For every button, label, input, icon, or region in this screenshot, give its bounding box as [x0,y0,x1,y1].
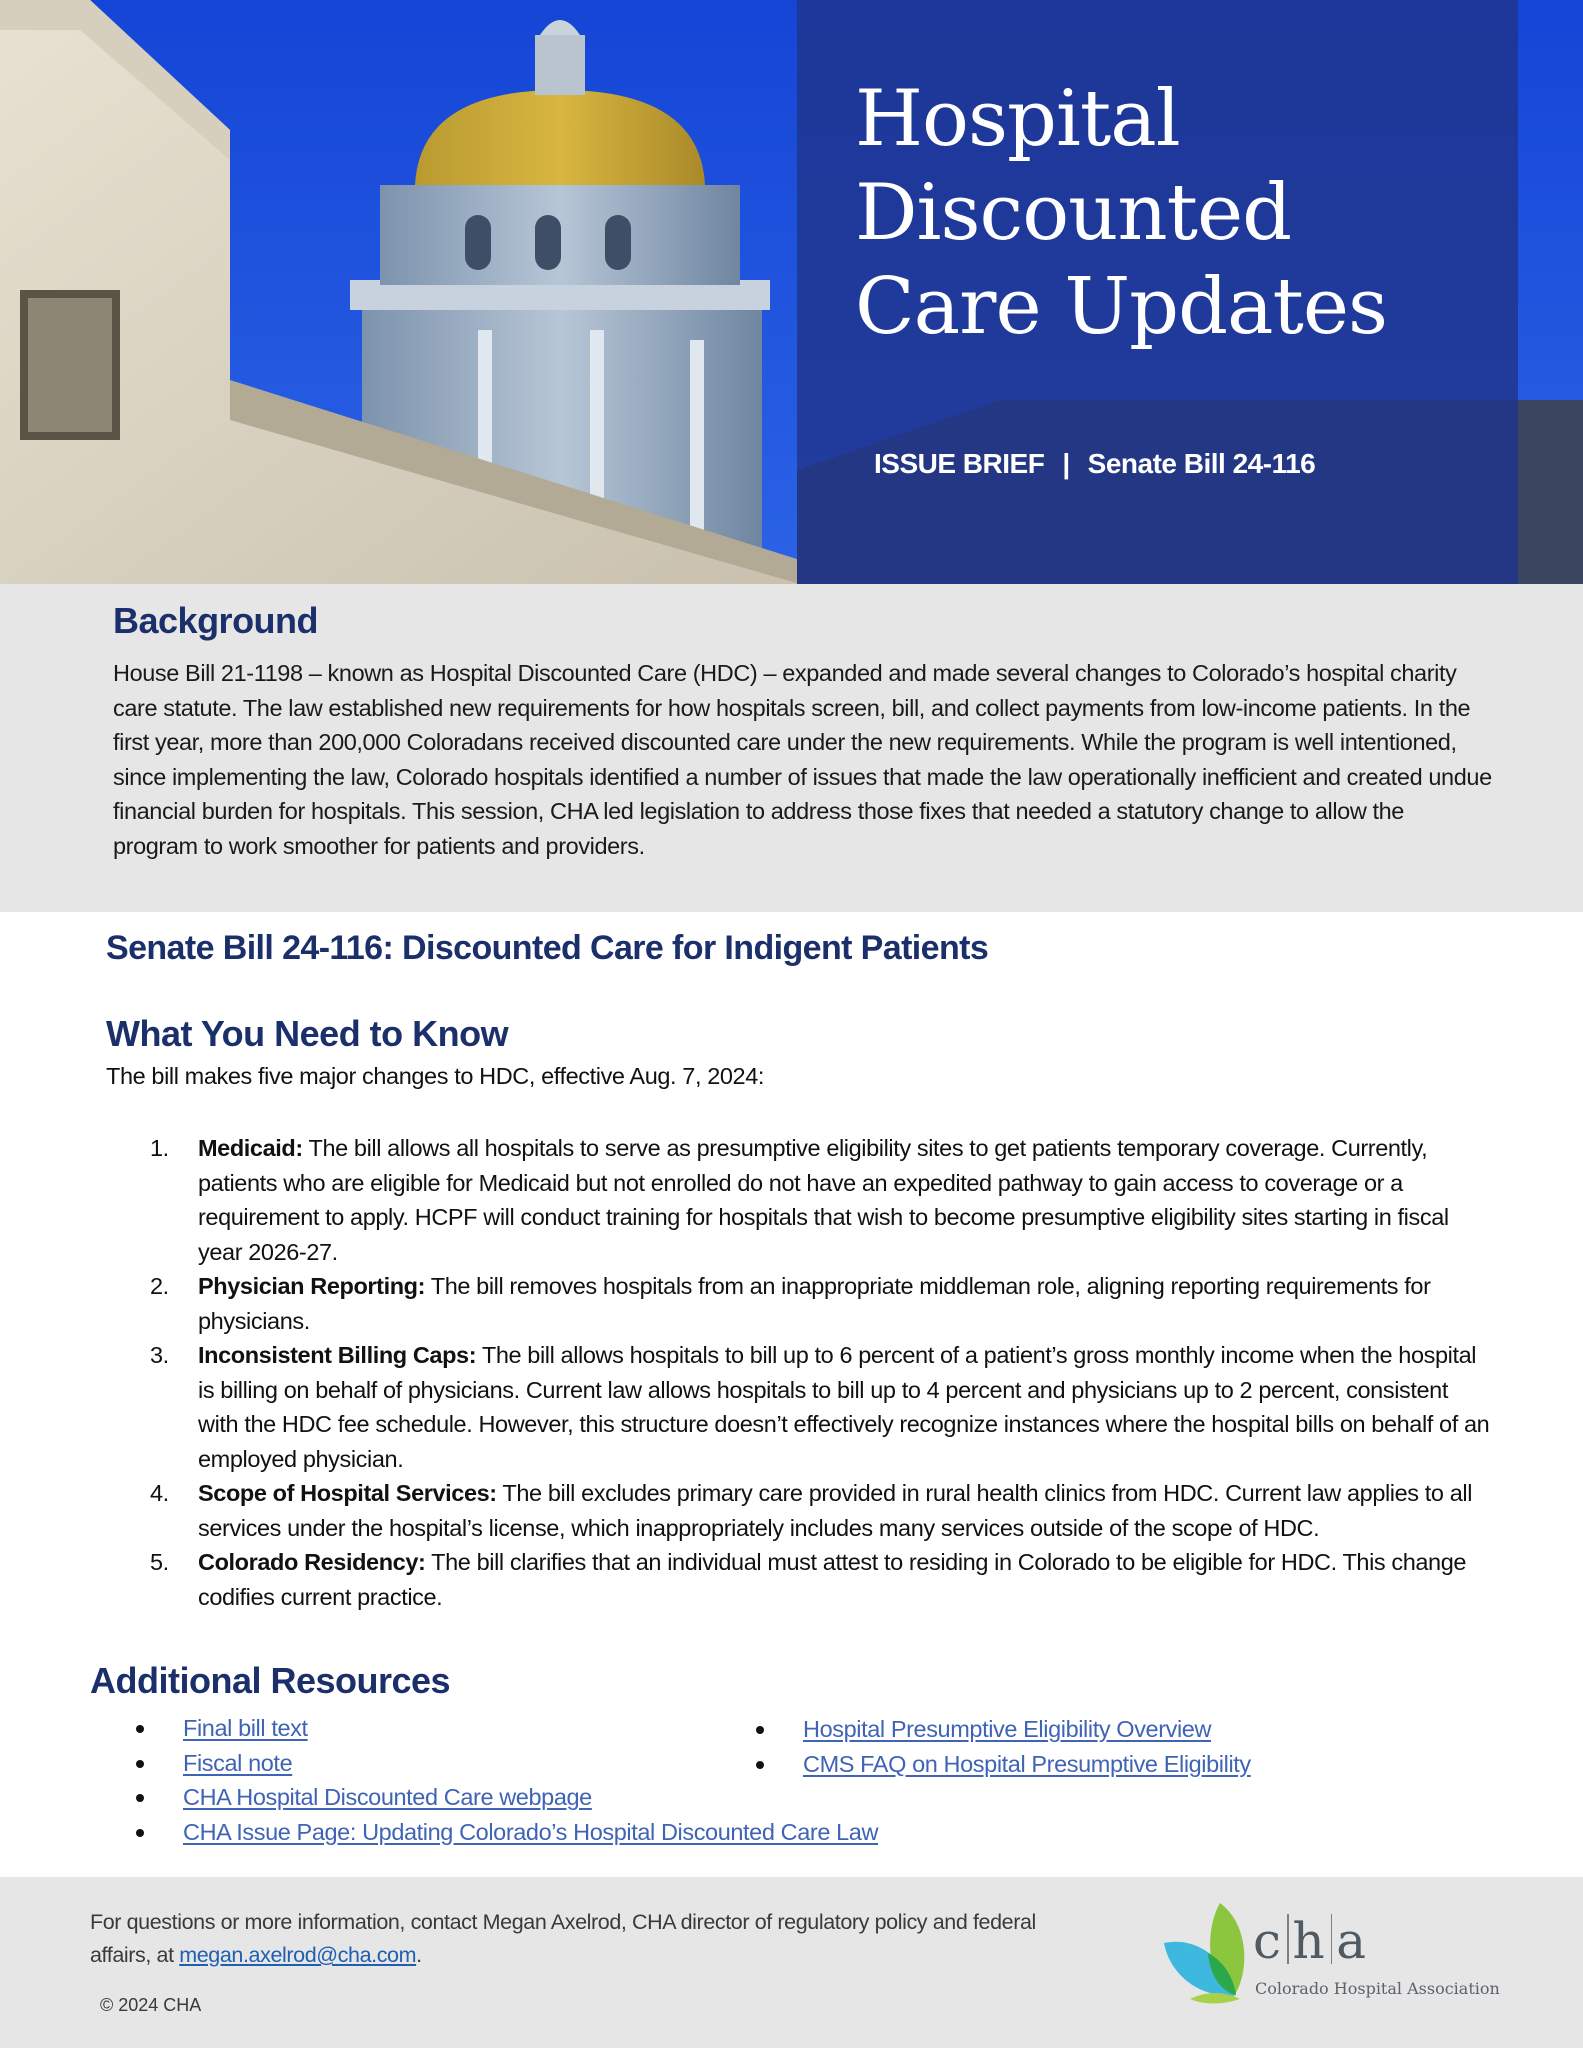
logo-letter: h [1292,1912,1327,1970]
change-text: The bill allows all hospitals to serve as presumptive eligibility sites to get patients temporary coverage. Currently, patients who are eligible for Medicaid but not enrolled do not have an expedited pathway to gain access to coverage or a requirement to apply. HCPF will conduct training for hospitals that wish to become presumptive eligibility sites starting in fiscal year 2026-27. [198,1135,1449,1265]
bullet-icon [136,1829,144,1837]
link-final-bill-text[interactable]: Final bill text [183,1715,308,1741]
bullet-icon [756,1761,764,1769]
change-item-scope [150,1476,1490,1545]
list-number: 5. [150,1549,169,1575]
title-line: Care Updates [855,262,1388,352]
changes-list [150,1131,1490,1614]
contact-suffix: . [416,1943,422,1967]
link-cms-faq[interactable]: CMS FAQ on Hospital Presumptive Eligibility [803,1750,1251,1777]
background-paragraph: House Bill 21-1198 – known as Hospital Discounted Care (HDC) – expanded and made several changes to Colorado’s hospital charity care statute. The law established new requirements for how hospitals screen, bill, and collect payments from low-income patients. In the first year, more than 200,000 Coloradans received discounted care under the new requirements. While the program is well intentioned, since implementing the law, Colorado hospitals identified a number of issues that made the law operationally inefficient and created undue financial burden for hospitals. This session, CHA led legislation to address those fixes that needed a statutory change to allow the program to work smoother for patients and providers. [113,660,1492,859]
title-line: Discounted [855,168,1292,258]
list-number: 1. [150,1135,169,1161]
list-number: 3. [150,1342,169,1368]
logo-letter: a [1336,1912,1369,1970]
link-fiscal-note[interactable]: Fiscal note [183,1749,293,1776]
change-title: Physician Reporting: [198,1273,426,1299]
issue-brief-subtitle [874,448,1315,480]
change-item-residency [150,1545,1490,1614]
change-text: The bill allows hospitals to bill up to 6 percent of a patient’s gross monthly income when the hospital is billing on behalf of physicians. Current law allows hospitals to bill up to 4 percent and physicians up to 2 percent, consistent with the HDC fee schedule. However, this structure doesn’t effectively recognize instances where the hospital bills on behalf of an employed physician. [198,1342,1490,1472]
what-you-need-to-know-heading: What You Need to Know [106,1013,509,1054]
change-title: Colorado Residency: [198,1549,426,1575]
cha-logo-letters [1253,1912,1368,1970]
hero-banner [0,0,1583,584]
change-text: The bill excludes primary care provided in rural health clinics from HDC. Current law applies to all services under the hospital’s license, which inappropriately includes many services outside of the scope of HDC. [198,1480,1473,1541]
resource-item [756,1747,1251,1782]
contact-email-link[interactable]: megan.axelrod@cha.com [179,1943,417,1967]
bill-heading: Senate Bill 24-116: Discounted Care for Indigent Patients [106,929,989,967]
background-heading: Background [113,600,319,641]
resource-item [756,1712,1251,1747]
list-number: 2. [150,1273,169,1299]
cha-logo-name: Colorado Hospital Association [1255,1979,1500,1998]
change-title: Inconsistent Billing Caps: [198,1342,477,1368]
bill-number: Senate Bill 24-116 [1087,448,1316,479]
change-title: Scope of Hospital Services: [198,1480,497,1506]
change-item-physician-reporting [150,1269,1490,1338]
additional-resources-heading: Additional Resources [90,1660,451,1701]
link-cha-hdc-webpage[interactable]: CHA Hospital Discounted Care webpage [183,1784,592,1810]
copyright: © 2024 CHA [100,1995,202,2015]
change-title: Medicaid: [198,1135,303,1161]
change-text: The bill removes hospitals from an inappropriate middleman role, aligning reporting requirements for physicians. [198,1273,1431,1334]
document-title [855,72,1387,354]
resource-item [136,1780,878,1815]
change-item-medicaid [150,1131,1490,1269]
title-line: Hospital [855,74,1180,164]
list-number: 4. [150,1480,169,1506]
issue-brief-label: ISSUE BRIEF [874,448,1045,479]
bullet-icon [136,1794,144,1802]
change-item-billing-caps [150,1338,1490,1476]
link-cha-issue-page[interactable]: CHA Issue Page: Updating Colorado’s Hospital Discounted Care Law [183,1818,879,1845]
change-text: The bill clarifies that an individual must attest to residing in Colorado to be eligible for HDC. This change codifies current practice. [198,1549,1467,1610]
changes-intro: The bill makes five major changes to HDC, effective Aug. 7, 2024: [106,1063,765,1089]
bullet-icon [136,1725,144,1733]
link-presumptive-eligibility-overview[interactable]: Hospital Presumptive Eligibility Overview [803,1716,1212,1742]
resource-item [136,1815,878,1850]
subtitle-separator: | [1062,448,1070,479]
contact-info [90,1906,1050,1972]
contact-text: For questions or more information, contact Megan Axelrod, CHA director of regulatory policy and federal affairs, at [90,1910,1036,1967]
bullet-icon [756,1726,764,1734]
bullet-icon [136,1760,144,1768]
resources-list-right [756,1712,1251,1781]
logo-letter: c [1253,1912,1284,1970]
